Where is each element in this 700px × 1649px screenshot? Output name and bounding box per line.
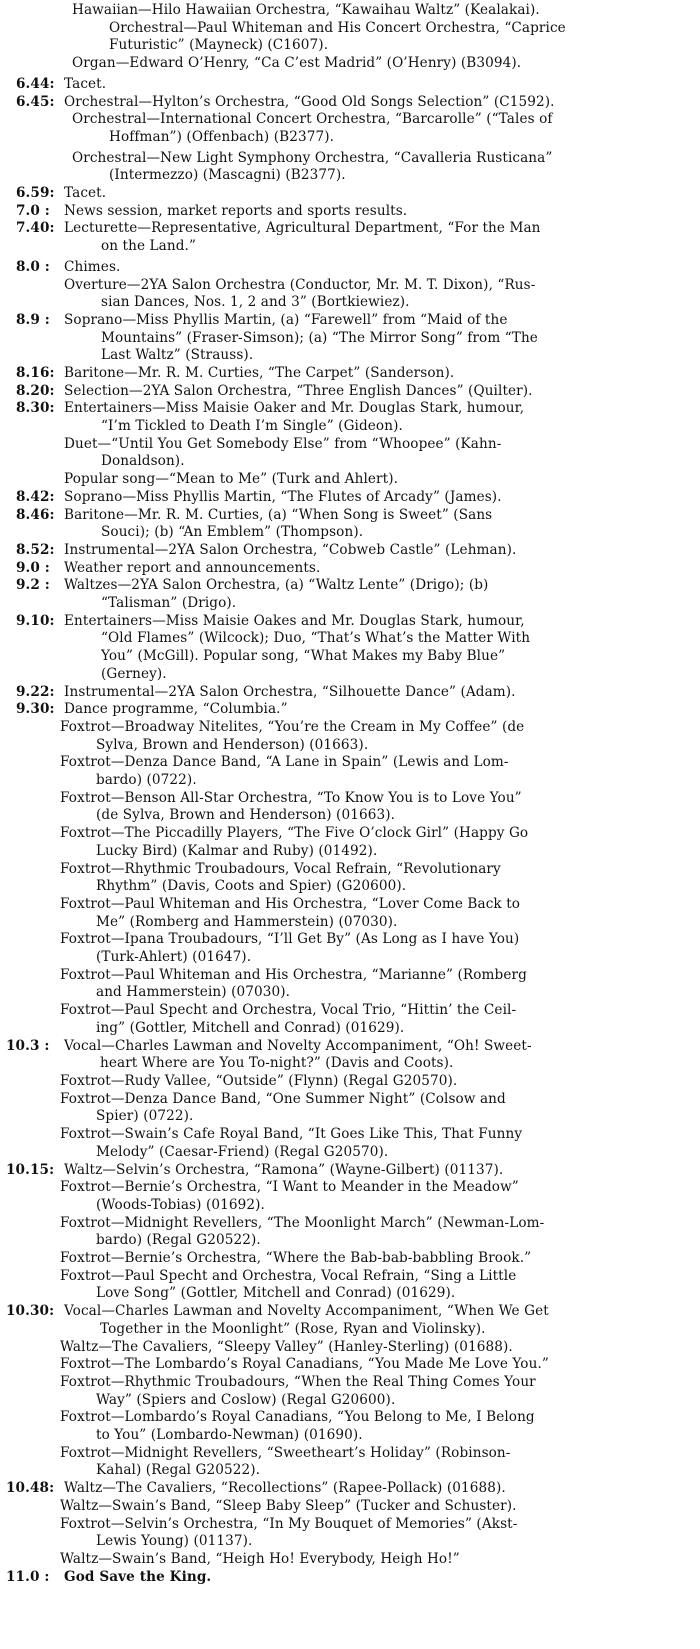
entry-line: You” (McGill). Popular song, “What Makes my Baby Blue” — [101, 648, 506, 665]
entry-time: 7.0 : — [16, 202, 50, 219]
entry-time: 8.46: — [16, 506, 55, 523]
entry-time: 11.0 : — [6, 1568, 50, 1585]
entry-line: (Gerney). — [101, 665, 167, 682]
entry-line: on the Land.” — [101, 238, 197, 255]
entry-time: 8.0 : — [16, 258, 50, 275]
entry-line: Me” (Romberg and Hammerstein) (07030). — [96, 913, 398, 930]
entry-line: Foxtrot—Midnight Revellers, “Sweetheart’s Holiday” (Robinson- — [60, 1444, 511, 1461]
entry-line: Foxtrot—Rhythmic Troubadours, Vocal Refrain, “Revolutionary — [60, 860, 501, 877]
entry-line: Lucky Bird) (Kalmar and Ruby) (01492). — [96, 842, 378, 859]
entry-line: Waltz—Swain’s Band, “Sleep Baby Sleep” (Tucker and Schuster). — [60, 1497, 517, 1514]
entry-line: Soprano—Miss Phyllis Martin, (a) “Farewell” from “Maid of the — [64, 311, 508, 328]
entry-time: 10.3 : — [6, 1037, 50, 1054]
entry-line: Lecturette—Representative, Agricultural Department, “For the Man — [64, 220, 541, 237]
entry-time: 9.30: — [16, 701, 55, 718]
entry-line: Kahal) (Regal G20522). — [96, 1462, 261, 1479]
entry-line: (Woods-Tobias) (01692). — [96, 1196, 265, 1213]
entry-line: ing” (Gottler, Mitchell and Conrad) (01629). — [96, 1019, 405, 1036]
entry-line: sian Dances, Nos. 1, 2 and 3” (Bortkiewiez). — [101, 294, 410, 311]
entry-line: Dance programme, “Columbia.” — [64, 701, 288, 718]
entry-line: bardo) (0722). — [96, 772, 197, 789]
entry-time: 8.9 : — [16, 311, 50, 328]
entry-line: Foxtrot—Paul Whiteman and His Orchestra, “Marianne” (Romberg — [60, 966, 527, 983]
entry-time: 8.20: — [16, 382, 55, 399]
entry-line: Sylva, Brown and Henderson) (01663). — [96, 736, 369, 753]
entry-line: Foxtrot—Midnight Revellers, “The Moonlight March” (Newman-Lom- — [60, 1214, 545, 1231]
entry-line: Foxtrot—Denza Dance Band, “A Lane in Spain” (Lewis and Lom- — [60, 754, 509, 771]
entry-line: Foxtrot—The Piccadilly Players, “The Five O’clock Girl” (Happy Go — [60, 825, 529, 842]
entry-line: Soprano—Miss Phyllis Martin, “The Flutes of Arcady” (James). — [64, 488, 502, 505]
entry-line: Spier) (0722). — [96, 1108, 194, 1125]
entry-line: Waltzes—2YA Salon Orchestra, (a) “Waltz Lente” (Drigo); (b) — [64, 577, 489, 594]
entry-line: God Save the King. — [64, 1568, 212, 1585]
entry-time: 9.10: — [16, 612, 55, 629]
entry-time: 9.0 : — [16, 559, 50, 576]
entry-time: 8.30: — [16, 400, 55, 417]
entry-line: Duet—“Until You Get Somebody Else” from “Whoopee” (Kahn- — [64, 435, 502, 452]
entry-line: Vocal—Charles Lawman and Novelty Accompaniment, “Oh! Sweet- — [64, 1037, 532, 1054]
entry-line: heart Where are You To-night?” (Davis and Coots). — [100, 1055, 454, 1072]
entry-line: Orchestral—Hylton’s Orchestra, “Good Old Songs Selection” (C1592). — [64, 93, 555, 110]
entry-line: Instrumental—2YA Salon Orchestra, “Cobweb Castle” (Lehman). — [64, 542, 517, 558]
entry-time: 8.52: — [16, 542, 55, 558]
entry-line: Baritone—Mr. R. M. Curties, “The Carpet” (Sanderson). — [64, 365, 455, 381]
entry-time: 6.44: — [16, 75, 55, 92]
entry-line: Souci); (b) “An Emblem” (Thompson). — [101, 524, 364, 541]
entry-line: Baritone—Mr. R. M. Curties, (a) “When Song is Sweet” (Sans — [64, 506, 493, 523]
entry-line: Foxtrot—The Lombardo’s Royal Canadians, “You Made Me Love You.” — [60, 1356, 549, 1373]
entry-line: Foxtrot—Bernie’s Orchestra, “Where the Bab-bab-babbling Brook.” — [60, 1250, 532, 1266]
entry-line: Chimes. — [64, 258, 121, 275]
entry-line: Last Waltz” (Strauss). — [101, 347, 254, 364]
entry-line: Waltz—The Cavaliers, “Sleepy Valley” (Hanley-Sterling) (01688). — [60, 1338, 513, 1355]
entry-time: 9.2 : — [16, 577, 50, 594]
entry-line: Mountains” (Fraser-Simson); (a) “The Mirror Song” from “The — [101, 329, 538, 346]
entry-line: Weather report and announcements. — [64, 559, 321, 576]
entry-line: Entertainers—Miss Maisie Oakes and Mr. Douglas Stark, humour, — [64, 612, 525, 629]
entry-line: Rhythm” (Davis, Coots and Spier) (G20600). — [96, 878, 407, 895]
entry-line: Foxtrot—Rhythmic Troubadours, “When the Real Thing Comes Your — [60, 1373, 536, 1390]
entry-line: Instrumental—2YA Salon Orchestra, “Silhouette Dance” (Adam). — [64, 683, 516, 700]
entry-line: Together in the Moonlight” (Rose, Ryan and Violinsky). — [100, 1320, 486, 1337]
entry-line: Donaldson). — [101, 453, 185, 470]
entry-line: Orchestral—International Concert Orchestra, “Barcarolle” (“Tales of — [72, 111, 553, 128]
entry-line: Melody” (Caesar-Friend) (Regal G20570). — [96, 1143, 389, 1160]
entry-line: Foxtrot—Lombardo’s Royal Canadians, “You Belong to Me, I Belong — [60, 1409, 535, 1426]
entry-line: Love Song” (Gottler, Mitchell and Conrad) (01629). — [96, 1285, 456, 1302]
entry-line: “Old Flames” (Wilcock); Duo, “That’s What’s the Matter With — [101, 630, 531, 647]
entry-line: Vocal—Charles Lawman and Novelty Accompaniment, “When We Get — [64, 1303, 549, 1320]
entry-line: bardo) (Regal G20522). — [96, 1232, 261, 1249]
entry-time: 8.42: — [16, 488, 55, 505]
entry-line: Orchestral—Paul Whiteman and His Concert Orchestra, “Caprice — [109, 19, 566, 36]
entry-line: Foxtrot—Broadway Nitelites, “You’re the Cream in My Coffee” (de — [60, 719, 525, 735]
entry-line: (Turk-Ahlert) (01647). — [96, 949, 252, 966]
entry-line: (Intermezzo) (Mascagni) (B2377). — [109, 167, 346, 184]
entry-time: 8.16: — [16, 365, 55, 381]
entry-line: Foxtrot—Bernie’s Orchestra, “I Want to Meander in the Meadow” — [60, 1179, 519, 1196]
entry-line: Tacet. — [64, 75, 107, 92]
entry-line: Foxtrot—Selvin’s Orchestra, “In My Bouquet of Memories” (Akst- — [60, 1515, 518, 1532]
entry-line: Entertainers—Miss Maisie Oaker and Mr. Douglas Stark, humour, — [64, 400, 525, 417]
entry-line: “I’m Tickled to Death I’m Single” (Gideon). — [101, 418, 403, 435]
entry-line: Foxtrot—Paul Specht and Orchestra, Vocal Refrain, “Sing a Little — [60, 1267, 517, 1284]
entry-line: and Hammerstein) (07030). — [96, 984, 291, 1001]
entry-line: Foxtrot—Paul Whiteman and His Orchestra, “Lover Come Back to — [60, 896, 521, 912]
entry-line: Foxtrot—Denza Dance Band, “One Summer Night” (Colsow and — [60, 1090, 506, 1107]
entry-time: 9.22: — [16, 683, 55, 700]
entry-line: (de Sylva, Brown and Henderson) (01663). — [96, 807, 396, 824]
entry-line: Waltz—Selvin’s Orchestra, “Ramona” (Wayne-Gilbert) (01137). — [64, 1161, 504, 1178]
entry-line: Way” (Spiers and Coslow) (Regal G20600). — [96, 1391, 396, 1408]
entry-line: Overture—2YA Salon Orchestra (Conductor, Mr. M. T. Dixon), “Rus- — [64, 276, 536, 293]
entry-line: Popular song—“Mean to Me” (Turk and Ahlert). — [64, 471, 399, 488]
entry-line: Foxtrot—Ipana Troubadours, “I’ll Get By” (As Long as I have You) — [60, 931, 520, 948]
entry-time: 7.40: — [16, 220, 55, 237]
entry-line: Organ—Edward O’Henry, “Ca C’est Madrid” (O’Henry) (B3094). — [72, 55, 522, 72]
entry-line: “Talisman” (Drigo). — [101, 595, 237, 612]
entry-line: Foxtrot—Benson All-Star Orchestra, “To Know You is to Love You” — [60, 789, 522, 806]
entry-line: Lewis Young) (01137). — [96, 1533, 253, 1550]
entry-line: Foxtrot—Swain’s Cafe Royal Band, “It Goes Like This, That Funny — [60, 1126, 523, 1143]
entry-time: 6.59: — [16, 185, 55, 201]
entry-line: Tacet. — [64, 185, 107, 201]
entry-time: 10.48: — [6, 1480, 55, 1497]
entry-line: Futuristic” (Mayneck) (C1607). — [109, 37, 329, 54]
entry-time: 10.15: — [6, 1161, 55, 1178]
entry-line: Waltz—Swain’s Band, “Heigh Ho! Everybody, Heigh Ho!” — [60, 1550, 460, 1567]
entry-line: Selection—2YA Salon Orchestra, “Three English Dances” (Quilter). — [64, 382, 533, 399]
entry-line: Waltz—The Cavaliers, “Recollections” (Rapee-Pollack) (01688). — [64, 1480, 506, 1497]
entry-line: Orchestral—New Light Symphony Orchestra, “Cavalleria Rusticana” — [72, 149, 553, 166]
entry-time: 6.45: — [16, 93, 55, 110]
entry-line: News session, market reports and sports results. — [64, 202, 408, 219]
entry-line: Hoffman”) (Offenbach) (B2377). — [109, 128, 335, 145]
entry-line: Foxtrot—Rudy Vallee, “Outside” (Flynn) (Regal G20570). — [60, 1073, 458, 1089]
entry-line: to You” (Lombardo-Newman) (01690). — [96, 1426, 363, 1443]
entry-time: 10.30: — [6, 1303, 55, 1320]
entry-line: Hawaiian—Hilo Hawaiian Orchestra, “Kawaihau Waltz” (Kealakai). — [72, 2, 540, 18]
entry-line: Foxtrot—Paul Specht and Orchestra, Vocal Trio, “Hittin’ the Ceil- — [60, 1002, 517, 1019]
